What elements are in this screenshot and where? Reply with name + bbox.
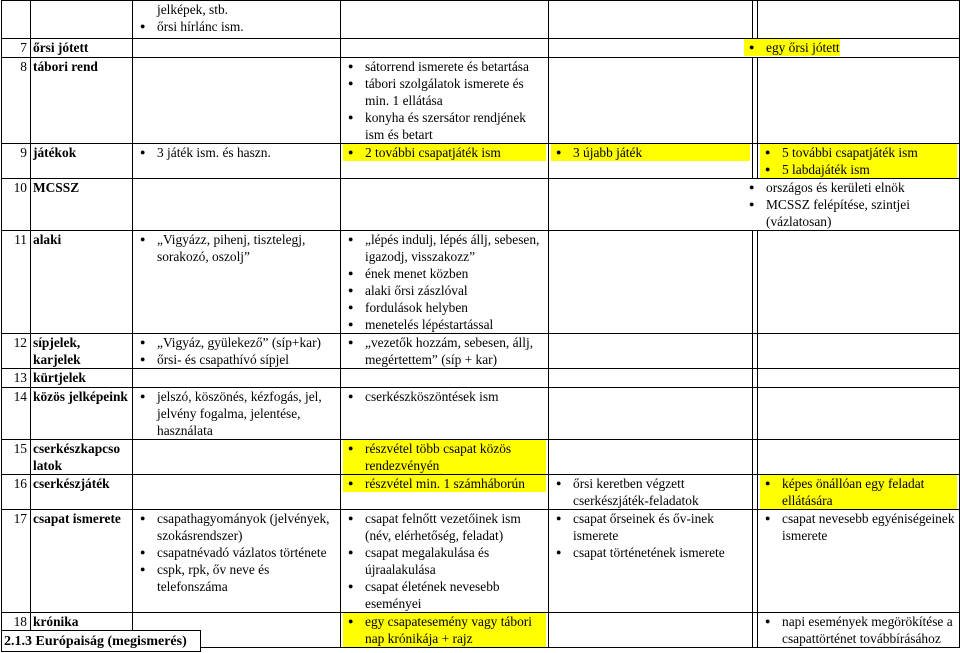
- table-row: [2, 144, 960, 179]
- list-item: ● 3 játék ism. és haszn.: [135, 144, 338, 161]
- table-row: [2, 510, 960, 613]
- row-name: tábori rend: [31, 58, 133, 144]
- row-number: 15: [2, 440, 31, 475]
- list-item: ● sátorrend ismerete és betartása: [343, 58, 546, 75]
- list-item: ● „lépés indulj, lépés állj, sebesen, igazodj, visszakozz”: [343, 231, 546, 265]
- row-name: cserkészkapcso latok: [31, 440, 133, 475]
- row-number: 14: [2, 388, 31, 440]
- list-item: ● csapat felnőtt vezetőinek ism (név, elérhetőség, feladat): [343, 510, 546, 544]
- list-item: ● „Vigyáz, gyülekező” (síp+kar): [135, 334, 338, 351]
- list-item: ● csapat életének nevesebb eseményei: [343, 578, 546, 612]
- row-number: 18: [2, 613, 31, 648]
- list-item: ● egy csapatesemény vagy tábori nap krónikája + rajz: [343, 613, 546, 647]
- row-number: 8: [2, 58, 31, 144]
- list-item: ● csapathagyományok (jelvények, szokásrendszer): [135, 510, 338, 544]
- list-item: ● 5 további csapatjáték ism: [760, 144, 957, 161]
- table-row: [2, 334, 960, 369]
- row-number: 17: [2, 510, 31, 613]
- list-item: ● konyha és szersátor rendjének ism és betart: [343, 109, 546, 143]
- list-item: ● egy őrsi jótett: [744, 39, 840, 56]
- row-number: 10: [2, 179, 31, 231]
- row-name: játékok: [31, 144, 133, 179]
- list-item: ● MCSSZ felépítése, szintjei (vázlatosan): [744, 196, 957, 230]
- list-item: ● csapat megalakulása és újraalakulása: [343, 544, 546, 578]
- row-number: 7: [2, 39, 31, 58]
- list-item: ● cserkészköszöntések ism: [343, 388, 546, 405]
- table-row: [2, 369, 960, 388]
- list-item: ● őrsi keretben végzett cserkészjáték-feladatok: [551, 475, 750, 509]
- list-item: ● csapat nevesebb egyéniségeinek ismerete: [760, 510, 957, 544]
- list-item: ● jelszó, köszönés, kézfogás, jel, jelvény fogalma, jelentése, használata: [135, 388, 338, 439]
- list-item: ● cspk, rpk, őv neve és telefonszáma: [135, 561, 338, 595]
- list-item: ● fordulások helyben: [343, 299, 546, 316]
- list-item: ● ének menet közben: [343, 265, 546, 282]
- row-number: 12: [2, 334, 31, 369]
- list-item: ● részvétel több csapat közös rendezvényén: [343, 440, 546, 474]
- list-item: ● őrsi hírlánc ism.: [135, 18, 338, 35]
- table-row: [2, 475, 960, 510]
- list-item: ● csapat történetének ismerete: [551, 544, 750, 561]
- list-item: ● „Vigyázz, pihenj, tisztelegj, sorakozó, oszolj”: [135, 231, 338, 265]
- table-row: [2, 1, 960, 39]
- row-number: 16: [2, 475, 31, 510]
- list-item: ● részvétel min. 1 számháborún: [343, 475, 546, 492]
- list-item: ● alaki őrsi zászlóval: [343, 282, 546, 299]
- list-item: ● képes önállóan egy feladat ellátására: [760, 475, 957, 509]
- row-name: őrsi jótett: [31, 39, 133, 58]
- table-row: [2, 179, 960, 231]
- row-name: kürtjelek: [31, 369, 133, 388]
- row-number: 9: [2, 144, 31, 179]
- list-item: ● csapat őrseinek és őv-inek ismerete: [551, 510, 750, 544]
- list-item: ● 5 labdajáték ism: [760, 161, 957, 178]
- list-item: ● „vezetők hozzám, sebesen, állj, megértettem” (síp + kar): [343, 334, 546, 368]
- row-name: krónika: [31, 613, 133, 648]
- list-item: ● napi események megörökítése a csapattörténet továbbírásához: [760, 613, 957, 647]
- table-row: [2, 58, 960, 144]
- table-row: [2, 39, 960, 58]
- row-name: csapat ismerete: [31, 510, 133, 613]
- row-number: 13: [2, 369, 31, 388]
- table-row: [2, 231, 960, 334]
- table-row: [2, 440, 960, 475]
- row-number: 11: [2, 231, 31, 334]
- row-name: közös jelképeink: [31, 388, 133, 440]
- row-name: sípjelek, karjelek: [31, 334, 133, 369]
- list-item: ● tábori szolgálatok ismerete és min. 1 ellátása: [343, 75, 546, 109]
- program-table: [1, 0, 960, 648]
- cell-text: jelképek, stb.: [157, 2, 229, 17]
- list-item: ● menetelés lépéstartással: [343, 316, 546, 333]
- list-item: ● 2 további csapatjáték ism: [343, 144, 546, 161]
- list-item: ● 3 újabb játék: [551, 144, 750, 161]
- list-item: ● csapatnévadó vázlatos története: [135, 544, 338, 561]
- row-name: alaki: [31, 231, 133, 334]
- list-item: ● őrsi- és csapathívó sípjel: [135, 351, 338, 368]
- list-item: ● országos és kerületi elnök: [744, 179, 957, 196]
- row-name: MCSSZ: [31, 179, 133, 231]
- row-name: cserkészjáték: [31, 475, 133, 510]
- section-heading: 2.1.3 Európaiság (megismerés): [1, 630, 201, 652]
- table-row: [2, 388, 960, 440]
